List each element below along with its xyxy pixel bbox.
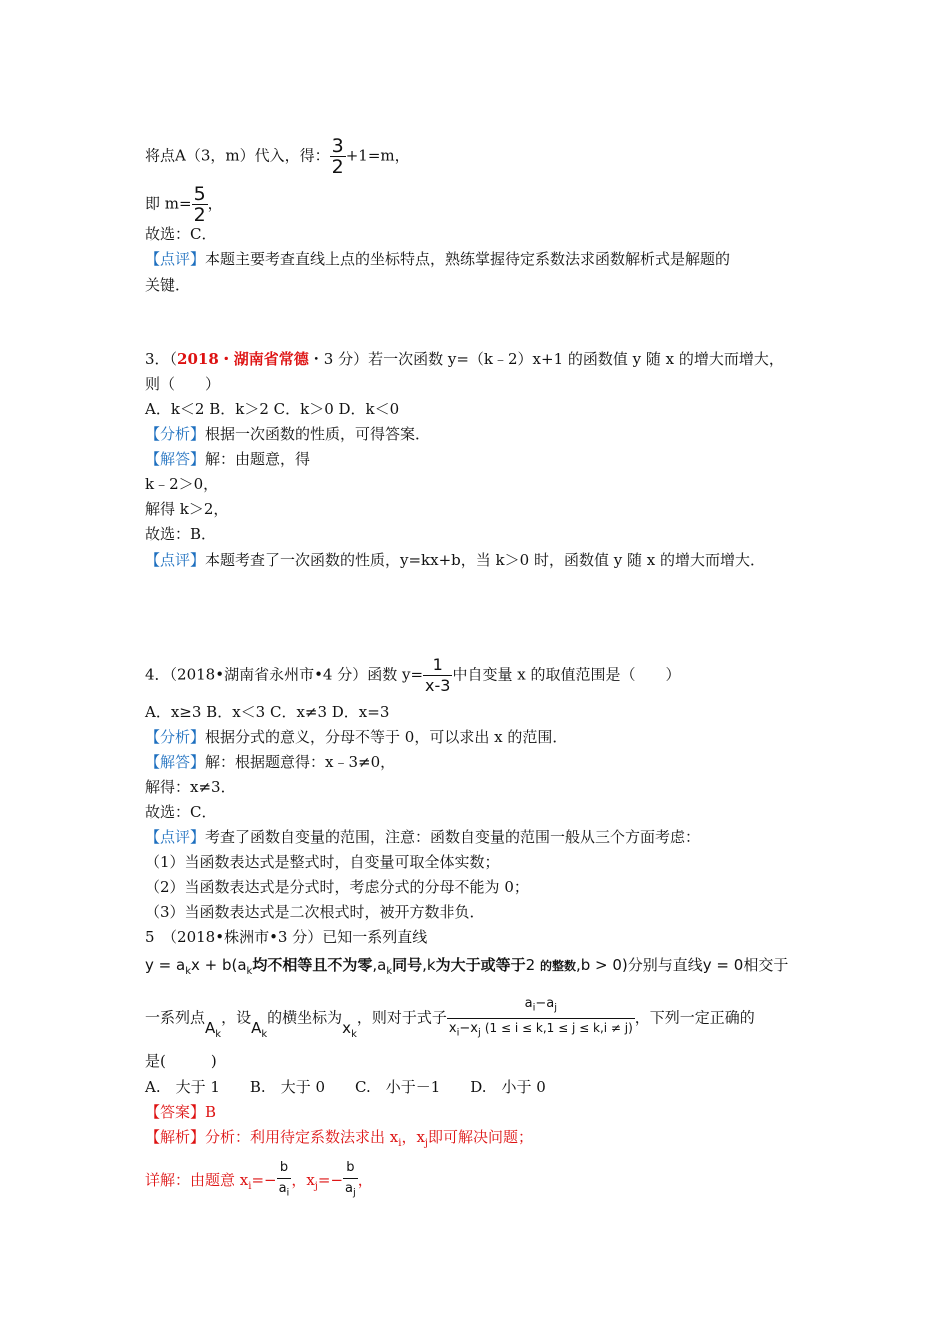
p4-step-1: 解得：x≠3． <box>145 778 236 796</box>
subscript: i <box>248 1180 252 1192</box>
analysis-text <box>205 1128 534 1149</box>
text: 将点A（3，m）代入，得： <box>145 146 330 165</box>
p3-options: A．k＜2 B．k＞2 C．k＞0 D．k＜0 <box>145 400 400 418</box>
numerator <box>447 995 635 1019</box>
subscript: i <box>532 1002 536 1014</box>
subscript: k <box>215 1028 222 1040</box>
p5-options: A. 大于 1 B. 大于 0 C. 小于－1 D. 小于 0 <box>145 1078 546 1096</box>
p4-case-1: （1）当函数表达式是整式时，自变量可取全体实数； <box>145 853 500 871</box>
subscript: j <box>314 1180 318 1192</box>
p5-line-3: 是( ) <box>145 1052 217 1070</box>
p2-comment <box>145 249 730 269</box>
subscript: j <box>424 1138 429 1149</box>
subscript: i <box>398 1138 402 1149</box>
text: 分别与直线 <box>627 956 703 974</box>
fraction-5-2 <box>192 184 208 225</box>
math: x <box>342 1018 352 1037</box>
p5-equation-line <box>145 955 788 982</box>
text: =− <box>317 1170 344 1189</box>
comment-tag: 【点评】 <box>145 250 206 268</box>
comment-text: 考查了函数自变量的范围，注意：函数自变量的范围一般从三个方面考虑： <box>205 828 701 846</box>
p3-step-3: 故选：B． <box>145 525 217 543</box>
subscript: k <box>261 1028 268 1040</box>
p4-solution <box>145 752 395 772</box>
p4-case-3: （3）当函数表达式是二次根式时，被开方数非负． <box>145 903 485 921</box>
p2-line-2 <box>145 184 223 225</box>
p5-line-2 <box>145 995 755 1042</box>
analysis-text: 根据分式的意义，分母不等于 0，可以求出 x 的范围． <box>205 728 568 746</box>
p3-heading-2: 则（ ） <box>145 375 221 393</box>
solution-text: 解：由题意，得 <box>205 450 311 468</box>
p4-options: A．x≥3 B．x＜3 C．x≠3 D．x=3 <box>145 703 390 721</box>
math: −a <box>535 996 555 1011</box>
subscript: i <box>286 1187 290 1199</box>
p3-step-1: k﹣2＞0， <box>145 475 219 493</box>
math: −x <box>459 1020 478 1036</box>
text: 即可解决问题； <box>428 1128 534 1146</box>
numerator: b <box>343 1158 358 1179</box>
subscript: k <box>185 966 191 977</box>
text: 分析：利用待定系数法求出 x <box>205 1128 399 1146</box>
subscript: k <box>246 966 253 977</box>
text: ，则对于式子 <box>356 1008 447 1027</box>
text: 4．（2018•湖南省永州市•4 分）函数 y= <box>145 665 424 684</box>
source-label: 2018・湖南省常德 <box>177 350 309 368</box>
text: ，设 <box>221 1008 252 1027</box>
fraction-3-2 <box>330 136 346 177</box>
subscript: k <box>386 966 393 977</box>
numerator: b <box>277 1158 292 1179</box>
solution-tag: 【解答】 <box>145 753 206 771</box>
analysis-tag: 【解析】 <box>145 1128 206 1146</box>
math: a <box>524 996 533 1011</box>
p5-heading: 5 （2018•株洲市•3 分）已知一系列直线 <box>145 928 428 946</box>
fraction-b-aj <box>343 1158 358 1204</box>
comment-text: 本题主要考查直线上点的坐标特点，熟练掌握待定系数法求函数解析式是解题的 <box>205 250 731 268</box>
p4-step-2: 故选：C． <box>145 803 217 821</box>
text: 的整数 <box>539 959 576 973</box>
answer-text: B <box>205 1103 217 1121</box>
p2-line-1 <box>145 136 410 177</box>
denominator: 2 <box>331 156 344 178</box>
text: ， <box>357 1170 373 1189</box>
math: x + b(a <box>190 956 247 974</box>
denominator: x-3 <box>425 676 451 695</box>
text: 的横坐标为 <box>267 1008 343 1027</box>
p5-detail <box>145 1158 373 1204</box>
comment-text: 本题考查了一次函数的性质，y=kx+b，当 k＞0 时，函数值 y 随 x 的增大而增大． <box>205 551 765 569</box>
text: ，下列一定正确的 <box>634 1008 755 1027</box>
text: 即 m= <box>145 194 192 213</box>
p3-analysis <box>145 424 430 444</box>
math: ,a <box>372 956 387 974</box>
p3-solution <box>145 449 310 469</box>
p3-step-2: 解得 k＞2， <box>145 500 229 518</box>
p3-comment <box>145 550 765 570</box>
subscript: j <box>554 1002 558 1014</box>
solution-tag: 【解答】 <box>145 450 206 468</box>
subscript: j <box>353 1187 356 1199</box>
p3-heading <box>145 349 784 369</box>
math: A <box>205 1018 216 1037</box>
p4-heading <box>145 655 680 696</box>
text: 3．（ <box>145 350 178 368</box>
text: 同号 <box>392 956 423 974</box>
denominator: 2 <box>193 204 206 226</box>
comment-tag: 【点评】 <box>145 551 206 569</box>
fraction-1-over-x-3 <box>423 655 452 696</box>
text: 均不相等且不为零 <box>252 956 373 974</box>
p5-answer <box>145 1102 216 1122</box>
answer-tag: 【答案】 <box>145 1103 206 1121</box>
math: a <box>345 1181 354 1196</box>
numerator: 1 <box>423 655 452 676</box>
math-Ak <box>251 1018 268 1040</box>
text: 一系列点 <box>145 1008 206 1027</box>
analysis-tag: 【分析】 <box>145 425 206 443</box>
math: a <box>278 1181 287 1196</box>
text: ，x <box>291 1170 315 1189</box>
subscript: i <box>456 1027 460 1039</box>
text: ， <box>207 194 223 213</box>
math-Ak <box>205 1018 222 1040</box>
fraction-b-ai <box>277 1158 292 1204</box>
math: y = a <box>145 956 186 974</box>
text: =− <box>251 1170 277 1189</box>
text: ・3 分）若一次函数 y=（k﹣2）x+1 的函数值 y 随 x 的增大而增大， <box>308 350 784 368</box>
condition: (1 ≤ i ≤ k,1 ≤ j ≤ k,i ≠ j) <box>484 1020 633 1035</box>
math: y = 0 <box>702 956 744 974</box>
math: ,b > 0) <box>575 956 628 974</box>
fraction-ai-aj <box>447 995 635 1042</box>
text: +1=m， <box>345 146 410 165</box>
denominator <box>277 1179 292 1204</box>
p4-comment <box>145 827 700 847</box>
text: 相交于 <box>743 956 789 974</box>
math: x <box>448 1020 457 1036</box>
math-xk <box>342 1018 357 1040</box>
math: ,k <box>422 956 436 974</box>
subscript: j <box>477 1027 481 1039</box>
text: ，x <box>401 1128 425 1146</box>
p4-analysis <box>145 727 567 747</box>
math: A <box>251 1018 262 1037</box>
denominator <box>447 1019 635 1043</box>
denominator <box>343 1179 358 1204</box>
p5-analysis <box>145 1127 533 1154</box>
text: 大于或等于 <box>450 956 526 974</box>
text: 中自变量 x 的取值范围是（ ） <box>452 665 681 684</box>
text: 为 <box>435 956 451 974</box>
analysis-tag: 【分析】 <box>145 728 206 746</box>
numerator: 3 <box>331 135 344 157</box>
numerator: 5 <box>193 183 206 205</box>
p2-line-3: 故选：C． <box>145 225 217 243</box>
analysis-text: 根据一次函数的性质，可得答案． <box>205 425 431 443</box>
solution-text: 解：根据题意得：x﹣3≠0， <box>205 753 396 771</box>
p4-case-2: （2）当函数表达式是分式时，考虑分式的分母不能为 0； <box>145 878 529 896</box>
comment-tag: 【点评】 <box>145 828 206 846</box>
p2-line-5: 关键． <box>145 276 191 294</box>
subscript: k <box>351 1028 357 1040</box>
math: 2 <box>525 956 536 974</box>
text: 详解：由题意 x <box>145 1170 249 1189</box>
